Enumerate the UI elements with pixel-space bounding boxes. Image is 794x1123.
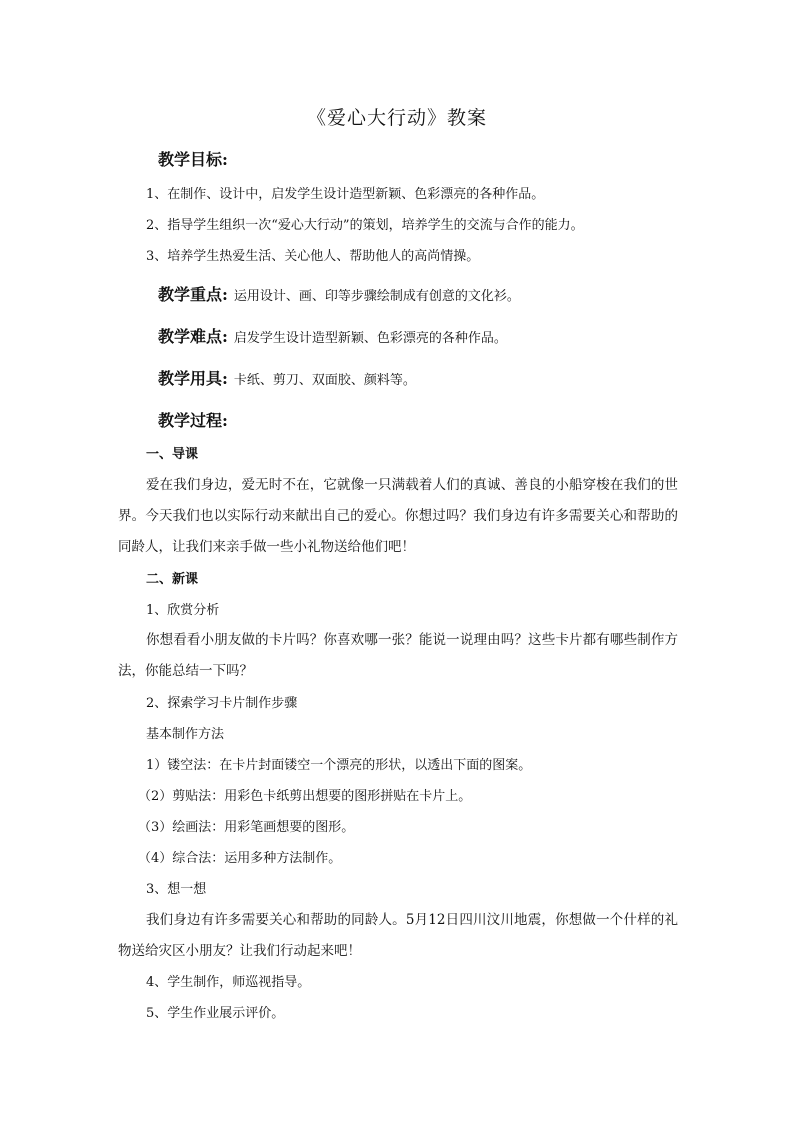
method-item: 1）镂空法：在卡片封面镂空一个漂亮的形状，以透出下面的图案。 <box>146 758 532 773</box>
tools-label: 教学用具: <box>158 369 228 388</box>
key-point-label: 教学重点: <box>158 285 228 304</box>
objective-item: 2、指导学生组织一次“爱心大行动”的策划，培养学生的交流与合作的能力。 <box>146 218 584 233</box>
new-lesson-heading: 二、新课 <box>146 572 199 587</box>
method-item: （4）综合法：运用多种方法制作。 <box>138 851 342 866</box>
section-title: 2、探索学习卡片制作步骤 <box>146 696 298 711</box>
section-title: 5、学生作业展示评价。 <box>146 1006 285 1021</box>
difficulty-row <box>158 325 507 351</box>
process-heading: 教学过程: <box>158 411 228 430</box>
key-point-row <box>158 283 520 309</box>
objectives-heading: 教学目标: <box>158 150 228 169</box>
tools-text: 卡纸、剪刀、双面胶、颜料等。 <box>233 373 416 388</box>
intro-heading: 一、导课 <box>146 447 199 462</box>
section-title: 3、想一想 <box>146 882 207 897</box>
section-title: 4、学生制作，师巡视指导。 <box>146 975 311 990</box>
objective-item: 1、在制作、设计中，启发学生设计造型新颖、色彩漂亮的各种作品。 <box>146 187 545 202</box>
objective-item: 3、培养学生热爱生活、关心他人、帮助他人的高尚情操。 <box>146 249 480 264</box>
method-item: （2）剪贴法：用彩色卡纸剪出想要的图形拼贴在卡片上。 <box>138 789 472 804</box>
difficulty-label: 教学难点: <box>158 327 228 346</box>
section-subtitle: 基本制作方法 <box>146 727 225 742</box>
key-point-text: 运用设计、画、印等步骤绘制成有创意的文化衫。 <box>233 289 520 304</box>
document-title: 《爱心大行动》教案 <box>306 107 487 129</box>
tools-row <box>158 367 416 393</box>
method-item: （3）绘画法：用彩笔画想要的图形。 <box>138 820 355 835</box>
intro-paragraph: 爱在我们身边，爱无时不在，它就像一只满载着人们的真诚、善良的小船穿梭在我们的世界。今天我们也以实际行动来献出自己的爱心。你想过吗？我们身边有许多需要关心和帮助的同龄人，让我们来亲手做一些小礼物送给他们吧！ <box>118 477 678 555</box>
section-paragraph: 我们身边有许多需要关心和帮助的同龄人。5月12日四川汶川地震，你想做一个什样的礼物送给灾区小朋友？让我们行动起来吧！ <box>118 912 678 959</box>
section-title: 1、欣赏分析 <box>146 603 220 618</box>
difficulty-text: 启发学生设计造型新颖、色彩漂亮的各种作品。 <box>233 331 507 346</box>
section-paragraph: 你想看看小朋友做的卡片吗？你喜欢哪一张？能说一说理由吗？这些卡片都有哪些制作方法，你能总结一下吗？ <box>118 632 678 679</box>
